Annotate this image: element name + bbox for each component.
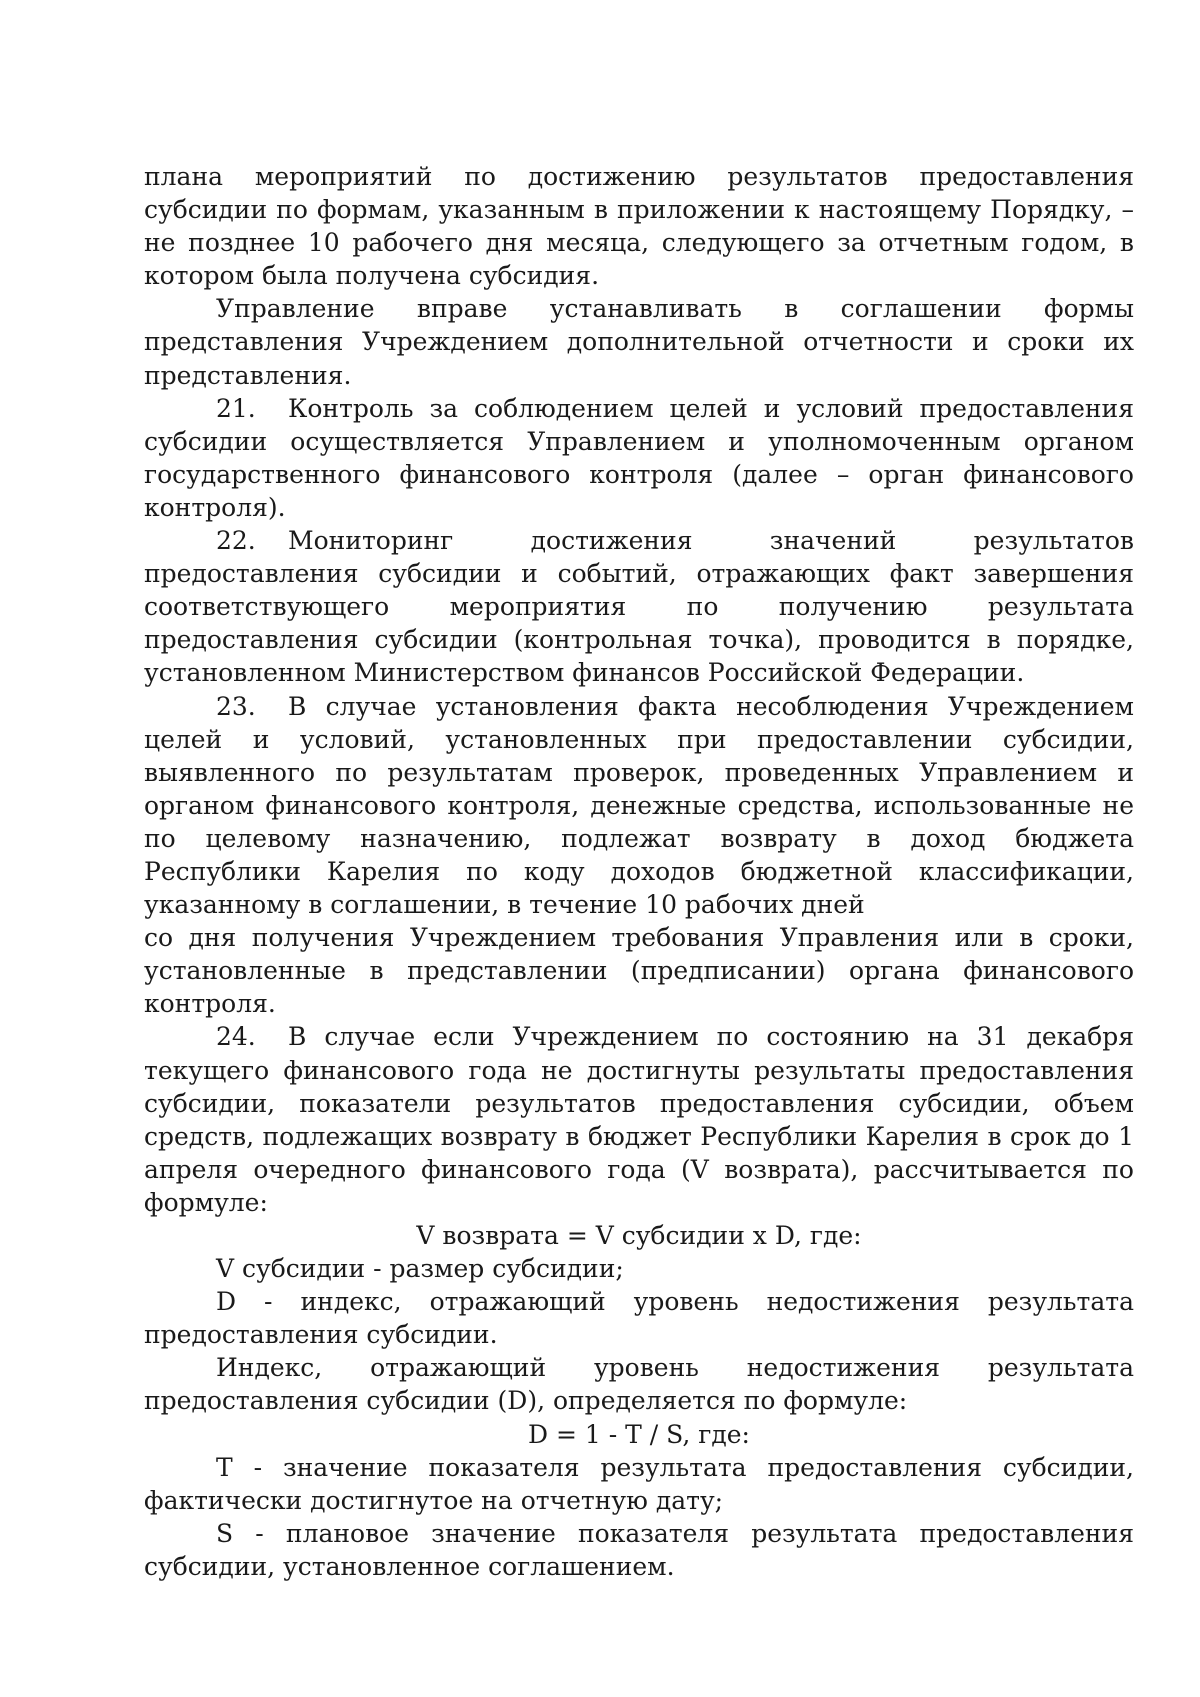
document-page (144, 160, 1134, 1583)
paragraph-index-formula-intro: Индекс, отражающий уровень недостижения результата предоставления субсидии (D), определяется по формуле: (144, 1353, 1134, 1416)
paragraph-21-text: Контроль за соблюдением целей и условий предоставления субсидии осуществляется Управлением и уполномоченным органом государственного финансового контроля (далее – орган финансового контроля). (144, 393, 1134, 522)
definition-s: S - плановое значение показателя результата предоставления субсидии, установленное соглашением. (144, 1518, 1134, 1581)
definition-d-index: D - индекс, отражающий уровень недостижения результата предоставления субсидии. (144, 1287, 1134, 1350)
formula-d: D = 1 - T / S, где: (528, 1419, 750, 1449)
formula-v-return: V возврата = V субсидии x D, где: (416, 1221, 862, 1250)
paragraph-23-continuation: со дня получения Учреждением требования Управления или в сроки, установленные в представлении (предписании) органа финансового контроля. (144, 923, 1134, 1019)
paragraph-23 (144, 690, 1134, 922)
paragraph-23-text: В случае установления факта несоблюдения Учреждением целей и условий, установленных при предоставлении субсидии, выявленного по результатам проверок, проведенных Управлением и органом финансового контроля, денежные средства, использованные не по целевому назначению, подлежат возврату в доход бюджета Республики Карелия по коду доходов бюджетной классификации, указанному в соглашении, в течение 10 рабочих дней (144, 691, 1134, 920)
paragraph-upravlenie-rights: Управление вправе устанавливать в соглашении формы представления Учреждением дополнительной отчетности и сроки их представления. (144, 294, 1134, 390)
paragraph-22 (144, 524, 1134, 689)
paragraph-24-number: 24. (216, 1022, 256, 1052)
definition-t: T - значение показателя результата предоставления субсидии, фактически достигнутое на отчетную дату; (144, 1452, 1134, 1515)
paragraph-24-text: В случае если Учреждением по состоянию на 31 декабря текущего финансового года не достигнуты результаты предоставления субсидии, показатели результатов предоставления субсидии, объем средств, подлежащих возврату в бюджет Республики Карелия в срок до 1 апреля очередного финансового года (V возврата), рассчитывается по формуле: (144, 1022, 1134, 1217)
paragraph-22-number: 22. (216, 526, 256, 556)
paragraph-23-number: 23. (216, 691, 256, 721)
paragraph-continuation: плана мероприятий по достижению результатов предоставления субсидии по формам, указанным в приложении к настоящему Порядку, – не позднее 10 рабочего дня месяца, следующего за отчетным годом, в котором была получена субсидия. (144, 162, 1134, 291)
paragraph-24 (144, 1020, 1134, 1219)
paragraph-22-text: Мониторинг достижения значений результатов предоставления субсидии и событий, отражающих факт завершения соответствующего мероприятия по получению результата предоставления субсидии (контрольная точка), проводится в порядке, установленном Министерством финансов Российской Федерации. (144, 526, 1134, 688)
paragraph-21-number: 21. (216, 393, 256, 423)
definition-v-subsidy: V субсидии - размер субсидии; (216, 1254, 624, 1284)
paragraph-21 (144, 392, 1134, 524)
